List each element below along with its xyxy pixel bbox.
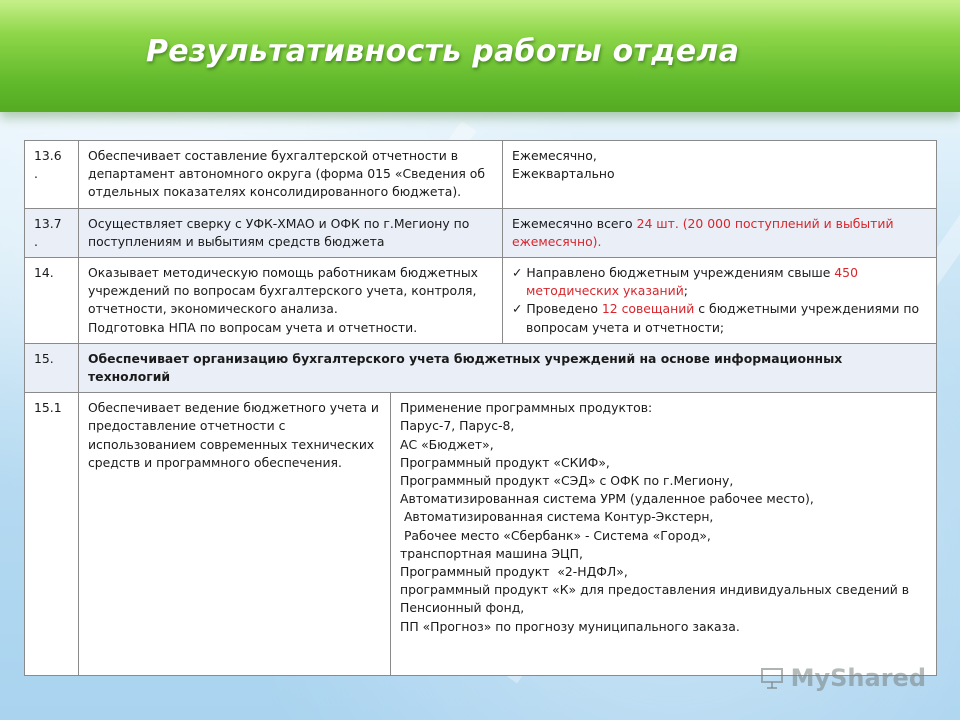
row-number: 15.1 (25, 393, 79, 676)
row-result (503, 258, 937, 344)
result-text: Направлено бюджетным учреждениям свыше (526, 265, 835, 281)
table-row (25, 141, 937, 209)
table-row (25, 258, 937, 344)
check-icon: ✓ (512, 301, 523, 317)
results-table (24, 140, 937, 676)
watermark-text: MyShared (790, 664, 926, 692)
row-result: Применение программных продуктов: Парус-7, Парус-8, АС «Бюджет», Программный продукт «СКИФ», Программный продукт «СЭД» с ОФК по г.Мегиону, Автоматизированная система УРМ (удаленное рабочее место), Автоматизированная система Контур-Экстерн, Рабочее место «Сбербанк» - Система «Город», транспортная машина ЭЦП, Программный продукт «2-НДФЛ», программный продукт «К» для предоставления индивидуальных сведений в Пенсионный фонд, ПП «Прогноз» по прогнозу муниципального заказа. (391, 393, 937, 676)
result-text: с бюджетными учреждениями по вопросам учета и отчетности; (526, 301, 920, 335)
row-result (503, 208, 937, 257)
result-highlight: 450 методических указаний (526, 265, 858, 299)
row-number: 13.6 . (25, 141, 79, 209)
row-description: Обеспечивает составление бухгалтерской отчетности в департамент автономного округа (форма 015 «Сведения об отдельных показателях консолидированного бюджета). (79, 141, 503, 209)
row-number: 13.7 . (25, 208, 79, 257)
page-title: Результативность работы отдела (146, 34, 740, 69)
presentation-icon (759, 665, 785, 691)
row-number: 15. (25, 343, 79, 392)
check-icon: ✓ (512, 265, 523, 281)
table-row (25, 393, 937, 676)
row-description: Оказывает методическую помощь работникам бюджетных учреждений по вопросам бухгалтерского учета, контроля, отчетности, экономического анализа. Подготовка НПА по вопросам учета и отчетности. (79, 258, 503, 344)
row-description: Обеспечивает ведение бюджетного учета и предоставление отчетности с использованием современных технических средств и программного обеспечения. (79, 393, 391, 676)
result-text: Проведено (526, 301, 602, 317)
row-number: 14. (25, 258, 79, 344)
result-text: ; (683, 283, 688, 299)
table-row (25, 208, 937, 257)
result-text: Ежемесячно всего (512, 215, 637, 231)
table-row (25, 343, 937, 392)
result-list-item (512, 264, 928, 300)
result-highlight: 24 шт. (20 000 поступлений и выбытий ежемесячно). (512, 215, 894, 249)
result-list-item (512, 300, 928, 336)
row-result: Ежемесячно, Ежеквартально (503, 141, 937, 209)
watermark (759, 664, 926, 692)
title-banner (0, 0, 960, 112)
row-description: Обеспечивает организацию бухгалтерского учета бюджетных учреждений на основе информационных технологий (79, 343, 937, 392)
row-description: Осуществляет сверку с УФК-ХМАО и ОФК по г.Мегиону по поступлениям и выбытиям средств бюджета (79, 208, 503, 257)
result-highlight: 12 совещаний (601, 301, 695, 317)
